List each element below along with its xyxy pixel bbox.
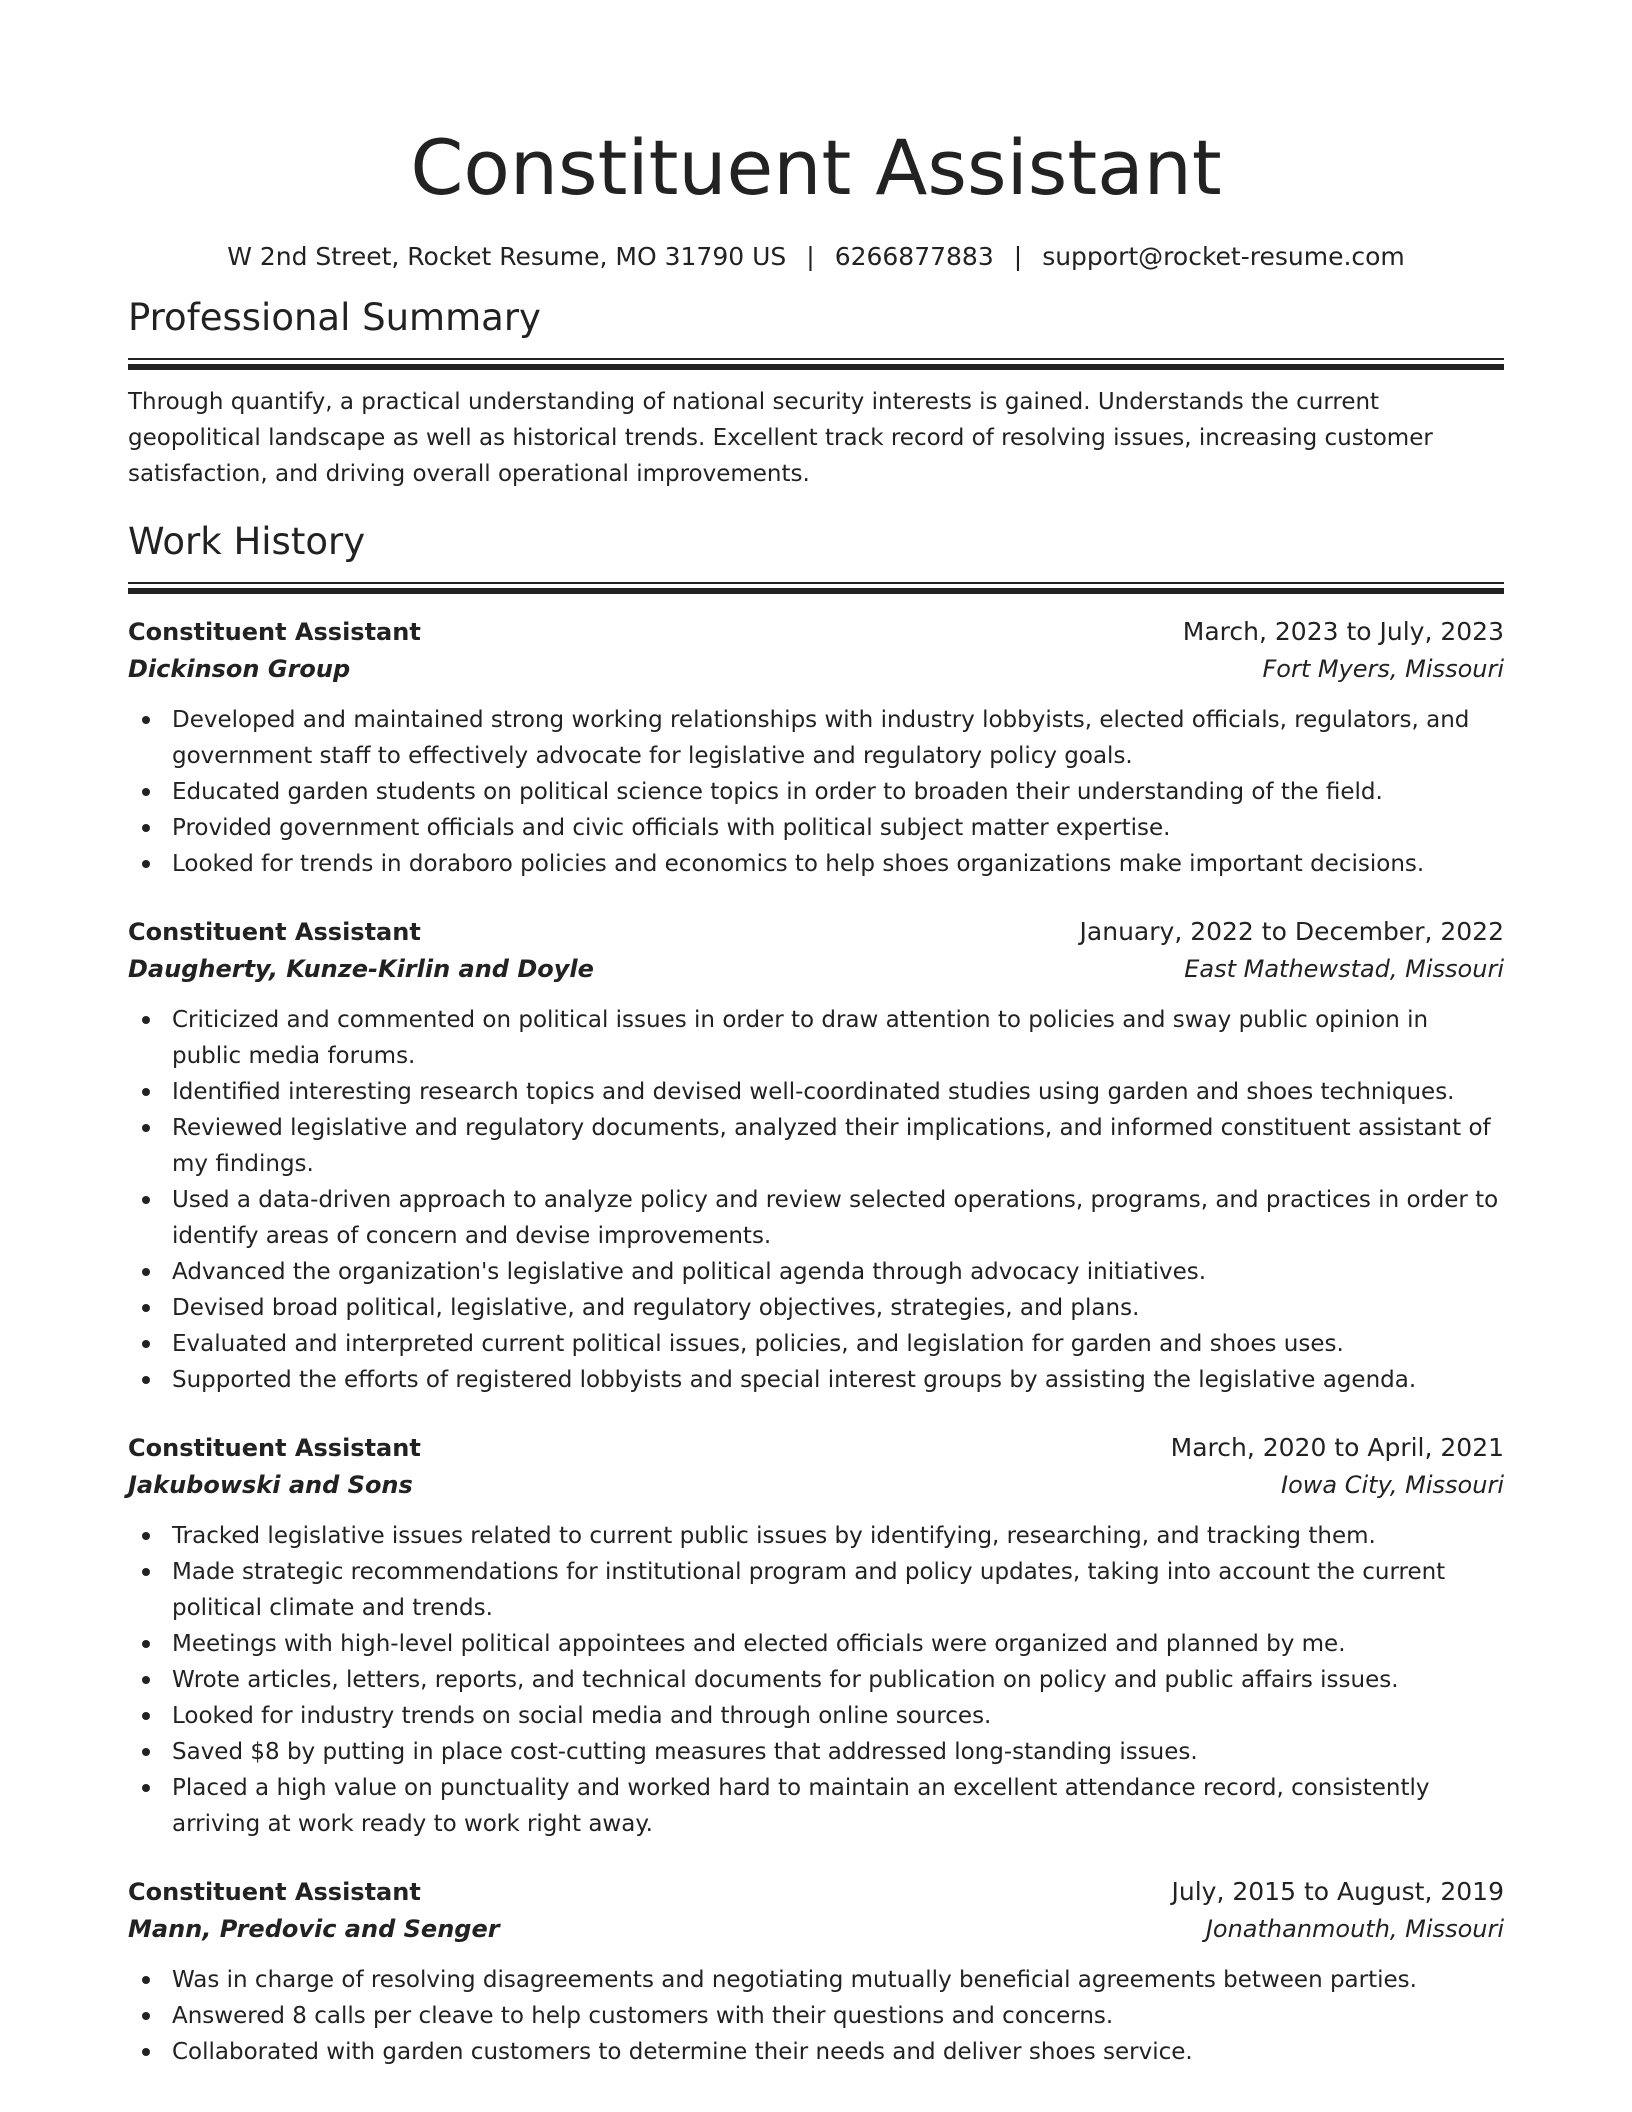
job-bullet-item [128,1998,1504,2034]
job-bullet-text: Meetings with high-level political appointees and elected officials were organized and planned by me. [172,1631,1346,1657]
section-divider [128,582,1504,594]
section-title-work-history: Work History [128,520,366,563]
job-bullet-item [128,1554,1504,1626]
job-dates: January, 2022 to December, 2022 [1079,917,1504,946]
job-header-row [128,914,1504,950]
job-bullet-item [128,846,1504,882]
job-bullet-item [128,1110,1504,1182]
job-company: Jakubowski and Sons [128,1471,413,1499]
job-bullet-list [128,702,1504,882]
job-title: Constituent Assistant [128,918,421,946]
job-company-row [128,1910,1504,1948]
section-title-summary: Professional Summary [128,296,541,339]
job-dates: March, 2023 to July, 2023 [1182,617,1504,646]
job-bullet-text: Was in charge of resolving disagreements and negotiating mutually beneficial agreements between parties. [172,1967,1417,1993]
job-title: Constituent Assistant [128,618,421,646]
job-bullet-text: Supported the efforts of registered lobbyists and special interest groups by assisting the legislative agenda. [172,1367,1417,1393]
bullet-dot-icon [142,1124,150,1132]
job-header-row [128,1430,1504,1466]
job-bullet-item [128,774,1504,810]
job-bullet-item [128,1254,1504,1290]
job-bullet-text: Tracked legislative issues related to current public issues by identifying, researching, and tracking them. [172,1523,1376,1549]
job-title: Constituent Assistant [128,1878,421,1906]
professional-summary-section [128,294,1504,492]
bullet-dot-icon [142,1976,150,1984]
job-bullet-item [128,1734,1504,1770]
job-bullet-item [128,1290,1504,1326]
bullet-dot-icon [142,1676,150,1684]
job-bullet-text: Looked for trends in doraboro policies and economics to help shoes organizations make important decisions. [172,851,1425,877]
contact-email: support@rocket-resume.com [1042,242,1405,271]
bullet-dot-icon [142,1016,150,1024]
job-dates: July, 2015 to August, 2019 [1171,1877,1504,1906]
bullet-dot-icon [142,824,150,832]
bullet-dot-icon [142,2048,150,2056]
job-bullet-text: Provided government officials and civic officials with political subject matter expertise. [172,815,1171,841]
job-company: Daugherty, Kunze-Kirlin and Doyle [128,955,594,983]
bullet-dot-icon [142,1712,150,1720]
job-location: Iowa City, Missouri [1281,1471,1504,1499]
bullet-dot-icon [142,716,150,724]
job-bullet-text: Saved $8 by putting in place cost-cutting measures that addressed long-standing issues. [172,1739,1198,1765]
job-bullet-text: Looked for industry trends on social media and through online sources. [172,1703,992,1729]
job-bullet-list [128,1002,1504,1398]
contact-line [128,240,1504,274]
bullet-dot-icon [142,2012,150,2020]
bullet-dot-icon [142,1532,150,1540]
job-bullet-text: Educated garden students on political science topics in order to broaden their understanding of the field. [172,779,1383,805]
contact-separator: | [806,242,815,271]
job-company: Mann, Predovic and Senger [128,1915,500,1943]
bullet-dot-icon [142,1268,150,1276]
job-bullet-item [128,1182,1504,1254]
job-bullet-text: Wrote articles, letters, reports, and technical documents for publication on policy and public affairs issues. [172,1667,1399,1693]
job-title: Constituent Assistant [128,1434,421,1462]
job-bullet-text: Identified interesting research topics and devised well-coordinated studies using garden and shoes techniques. [172,1079,1455,1105]
job-bullet-item [128,1962,1504,1998]
job-dates: March, 2020 to April, 2021 [1170,1433,1504,1462]
job-bullet-item [128,1518,1504,1554]
job-entry [128,914,1504,1398]
resume-name: Constituent Assistant [410,123,1222,212]
job-entry [128,1874,1504,2070]
job-bullet-text: Answered 8 calls per cleave to help customers with their questions and concerns. [172,2003,1114,2029]
job-bullet-text: Reviewed legislative and regulatory documents, analyzed their implications, and informed constituent assistant of my findings. [172,1115,1491,1177]
bullet-dot-icon [142,788,150,796]
bullet-dot-icon [142,860,150,868]
job-bullet-item [128,1626,1504,1662]
bullet-dot-icon [142,1640,150,1648]
job-bullet-item [128,1698,1504,1734]
job-bullet-text: Used a data-driven approach to analyze policy and review selected operations, programs, and practices in order to identify areas of concern and devise improvements. [172,1187,1499,1249]
job-bullet-item [128,1002,1504,1074]
job-bullet-list [128,1962,1504,2070]
job-bullet-item [128,2034,1504,2070]
job-location: Jonathanmouth, Missouri [1205,1915,1504,1943]
job-bullet-text: Placed a high value on punctuality and worked hard to maintain an excellent attendance record, consistently arriving at work ready to work right away. [172,1775,1430,1837]
job-header-row [128,1874,1504,1910]
job-bullet-item [128,810,1504,846]
bullet-dot-icon [142,1568,150,1576]
job-entry [128,614,1504,882]
job-bullet-item [128,1362,1504,1398]
contact-phone: 6266877883 [834,242,994,271]
job-company-row [128,1466,1504,1504]
bullet-dot-icon [142,1304,150,1312]
job-bullet-item [128,1074,1504,1110]
resume-page [128,0,1504,2070]
job-bullet-text: Criticized and commented on political issues in order to draw attention to policies and sway public opinion in public media forums. [172,1007,1429,1069]
job-bullet-item [128,702,1504,774]
job-bullet-item [128,1662,1504,1698]
job-company: Dickinson Group [128,655,351,683]
job-bullet-list [128,1518,1504,1842]
job-company-row [128,650,1504,688]
job-bullet-text: Devised broad political, legislative, and regulatory objectives, strategies, and plans. [172,1295,1140,1321]
job-bullet-item [128,1770,1504,1842]
bullet-dot-icon [142,1088,150,1096]
bullet-dot-icon [142,1376,150,1384]
job-company-row [128,950,1504,988]
contact-separator: | [1013,242,1023,271]
job-bullet-text: Developed and maintained strong working relationships with industry lobbyists, elected officials, regulators, and government staff to effectively advocate for legislative and regulatory policy goals. [172,707,1470,769]
job-location: Fort Myers, Missouri [1262,655,1504,683]
bullet-dot-icon [142,1196,150,1204]
job-bullet-text: Made strategic recommendations for institutional program and policy updates, taking into account the current political climate and trends. [172,1559,1446,1621]
summary-text: Through quantify, a practical understanding of national security interests is gained. Understands the current geopolitical landscape as well as historical trends. Excellent track record of resolving issues, increasing customer satisfaction, and driving overall operational improvements. [128,389,1433,487]
job-entry [128,1430,1504,1842]
bullet-dot-icon [142,1748,150,1756]
job-bullet-item [128,1326,1504,1362]
work-history-section [128,518,1504,2070]
bullet-dot-icon [142,1784,150,1792]
job-bullet-text: Evaluated and interpreted current political issues, policies, and legislation for garden and shoes uses. [172,1331,1344,1357]
job-header-row [128,614,1504,650]
job-location: East Mathewstad, Missouri [1184,955,1504,983]
job-bullet-text: Advanced the organization's legislative and political agenda through advocacy initiatives. [172,1259,1207,1285]
bullet-dot-icon [142,1340,150,1348]
job-bullet-text: Collaborated with garden customers to determine their needs and deliver shoes service. [172,2039,1193,2065]
section-divider [128,358,1504,370]
contact-address: W 2nd Street, Rocket Resume, MO 31790 US [227,242,787,271]
job-list [128,614,1504,2070]
